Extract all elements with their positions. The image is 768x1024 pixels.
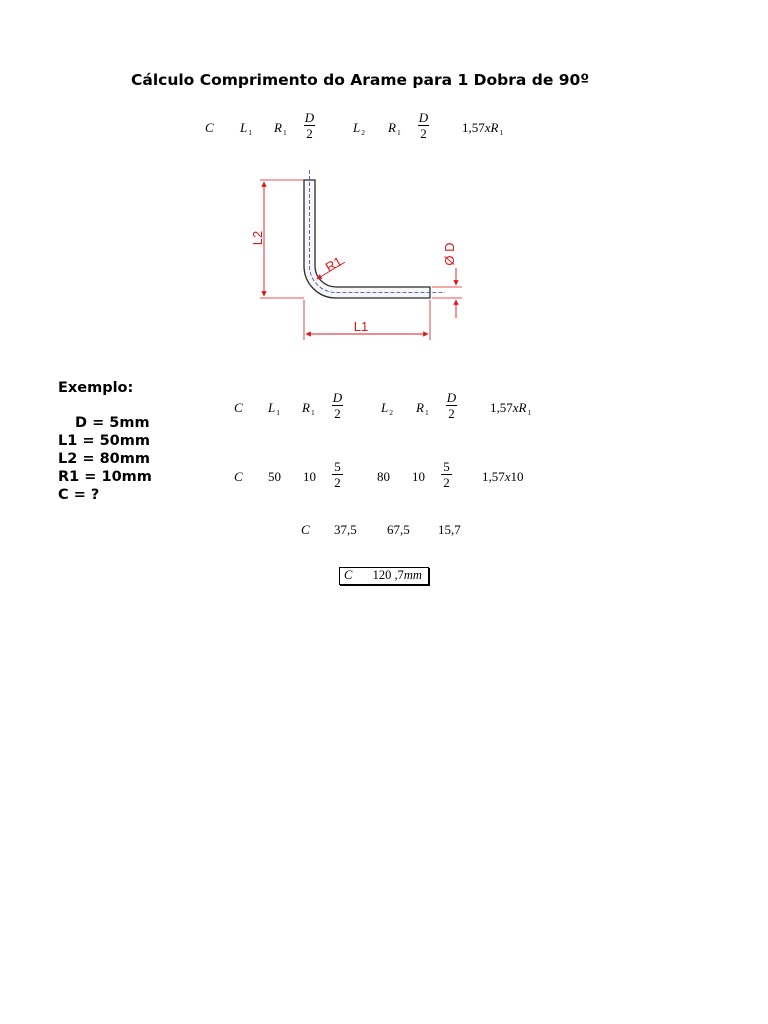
formula-arc-term: $1,57xR_1$ [462, 120, 504, 137]
partial-value-2: 67,5 [387, 522, 410, 537]
r1-label: R1 [322, 253, 345, 275]
partial-c: C [301, 522, 310, 537]
diameter-label: Ø D [442, 242, 457, 266]
formula2-r1: $R_1$ [302, 400, 315, 417]
subst-c: C [234, 469, 243, 484]
result-c: C [344, 568, 353, 582]
subst-fraction-b: 5 2 [441, 459, 452, 490]
formula-c: C [205, 120, 214, 135]
l1-label: L1 [353, 319, 369, 334]
formula-d-over-2-b: D 2 [418, 110, 429, 141]
formula-substitution [0, 457, 768, 497]
subst-r1: 10 [303, 469, 316, 484]
formula2-c: C [234, 400, 243, 415]
subst-arc-term: 1,57x10 [482, 469, 524, 484]
wire-shape [304, 180, 430, 298]
subst-r1-b: 10 [412, 469, 425, 484]
subst-fraction: 5 2 [332, 459, 343, 490]
formula-r1: $R_1$ [274, 120, 287, 137]
subst-l1: 50 [268, 469, 281, 484]
diameter-dimension [432, 268, 462, 318]
l2-label: L2 [250, 230, 265, 246]
formula-l2: $L_2$ [353, 120, 365, 137]
formula2-l2: $L_2$ [381, 400, 393, 417]
partial-value-3: 15,7 [438, 522, 461, 537]
formula-general [0, 108, 768, 148]
l2-dimension [260, 180, 304, 298]
formula2-d-over-2: D 2 [332, 390, 343, 421]
formula-example [0, 388, 768, 428]
example-line-l1: L1 = 50mm [58, 433, 150, 449]
example-line-c: C = ? [58, 487, 100, 503]
formula2-r1-b: $R_1$ [416, 400, 429, 417]
formula2-l1: $L_1$ [268, 400, 280, 417]
partial-value-1: 37,5 [334, 522, 357, 537]
page-title: Cálculo Comprimento do Arame para 1 Dobra de 90º [131, 71, 590, 89]
formula-l1: $L_1$ [240, 120, 252, 137]
bend-diagram [240, 165, 480, 350]
formula2-arc-term: $1,57xR_1$ [490, 400, 532, 417]
example-line-l2: L2 = 80mm [58, 451, 150, 467]
formula2-d-over-2-b: D 2 [446, 390, 457, 421]
result-value: 120 ,7 [372, 568, 404, 582]
result-box [339, 567, 429, 585]
example-line-d: D = 5mm [75, 415, 150, 431]
example-line-r1: R1 = 10mm [58, 469, 152, 485]
subst-l2: 80 [377, 469, 390, 484]
formula-partials [0, 522, 768, 542]
formula-r1-b: $R_1$ [388, 120, 401, 137]
formula-d-over-2: D 2 [304, 110, 315, 141]
result-unit: mm [403, 568, 422, 582]
example-heading: Exemplo: [58, 380, 134, 396]
